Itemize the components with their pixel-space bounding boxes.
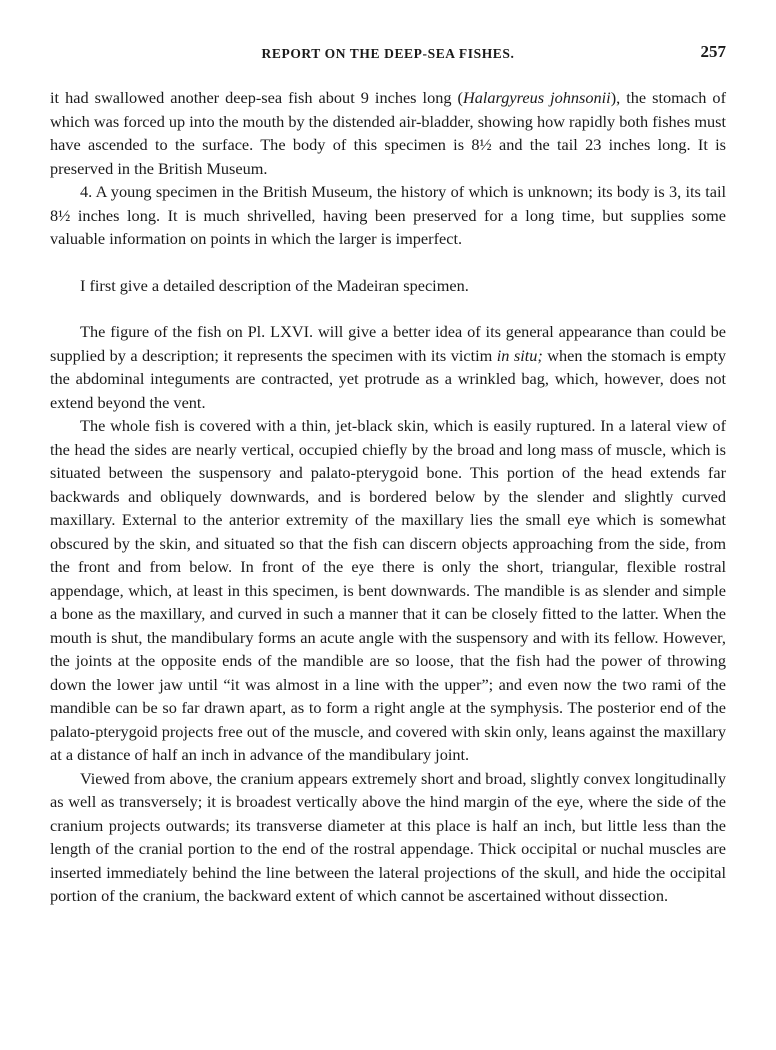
paragraph-1-text: it had swallowed another deep-sea fish about 9 inches long ( [50,88,463,107]
running-title: REPORT ON THE DEEP-SEA FISHES. [261,46,515,61]
paragraph-4-text-cont: when the stomach is empty the abdominal integuments are contracted, yet protrude as a wrinkled bag, which, however, does not extend beyond the vent. [50,345,727,412]
paragraph-5: The whole fish is covered with a thin, jet-black skin, which is easily ruptured. In a lateral view of the head the sides are nearly vertical, occupied chiefly by the broad and long mass of muscle, which is situated between the suspensory and palato-pterygoid bone. This portion of the head extends far backwards and obliquely downwards, and is bordered below by the slender and slightly curved maxillary. External to the anterior extremity of the maxillary lies the small eye which is somewhat obscured by the skin, and situated so that the fish can discern objects approaching from the side, from the front and from below. In front of the eye there is only the short, triangular, flexible rostral appendage, which, at least in this specimen, is bent downwards. The mandible is as slender and simple a bone as the maxillary, and curved in such a manner that it can be closely fitted to the latter. When the mouth is shut, the mandibulary forms an acute angle with the suspensory and with its fellow. However, the joints at the opposite ends of the mandible are so loose, that the fish had the power of throwing down the lower jaw until “it was almost in a line with the upper”; and even now the two rami of the mandible can be so far drawn apart, as to form a right angle at the symphysis. The posterior end of the palato-pterygoid projects free out of the muscle, and covered with skin only, leans against the maxillary at a distance of half an inch in advance of the mandibulary joint. [50,416,726,764]
page-header [50,40,726,70]
paragraph-1-text-cont: ), the stomach of which was forced up into the mouth by the distended air-bladder, showing how rapidly both fishes must have ascended to the surface. The body of this specimen is 8½ and the tail 23 inches long. It is preserved in the British Museum. [50,88,726,178]
page-number: 257 [700,42,726,61]
paragraph-4 [50,320,726,414]
paragraph-4-text: The figure of the fish on Pl. LXVI. will give a better idea of its general appearance than could be supplied by a description; it represents the specimen with its victim [50,322,726,365]
paragraph-3: I first give a detailed description of the Madeiran specimen. [80,275,469,295]
paragraph-2: 4. A young specimen in the British Museum, the history of which is unknown; its body is 3, its tail 8½ inches long. It is much shrivelled, having been preserved for a long time, but supplies some valuable information on points in which the larger is imperfect. [50,182,726,248]
latin-phrase: in situ; [496,345,543,365]
paragraph-6: Viewed from above, the cranium appears extremely short and broad, slightly convex longitudinally as well as transversely; it is broadest vertically above the hind margin of the eye, where the side of the cranium projects outwards; its transverse diameter at this place is half an inch, but little less than the length of the cranial portion to the end of the rostral appendage. Thick occipital or nuchal muscles are inserted immediately behind the line between the lateral projections of the skull, and hide the occipital portion of the cranium, the backward extent of which cannot be ascertained without dissection. [50,768,726,905]
paragraph-1 [50,86,726,180]
species-name: Halargyreus johnsonii [462,88,611,107]
body-text [50,86,726,908]
